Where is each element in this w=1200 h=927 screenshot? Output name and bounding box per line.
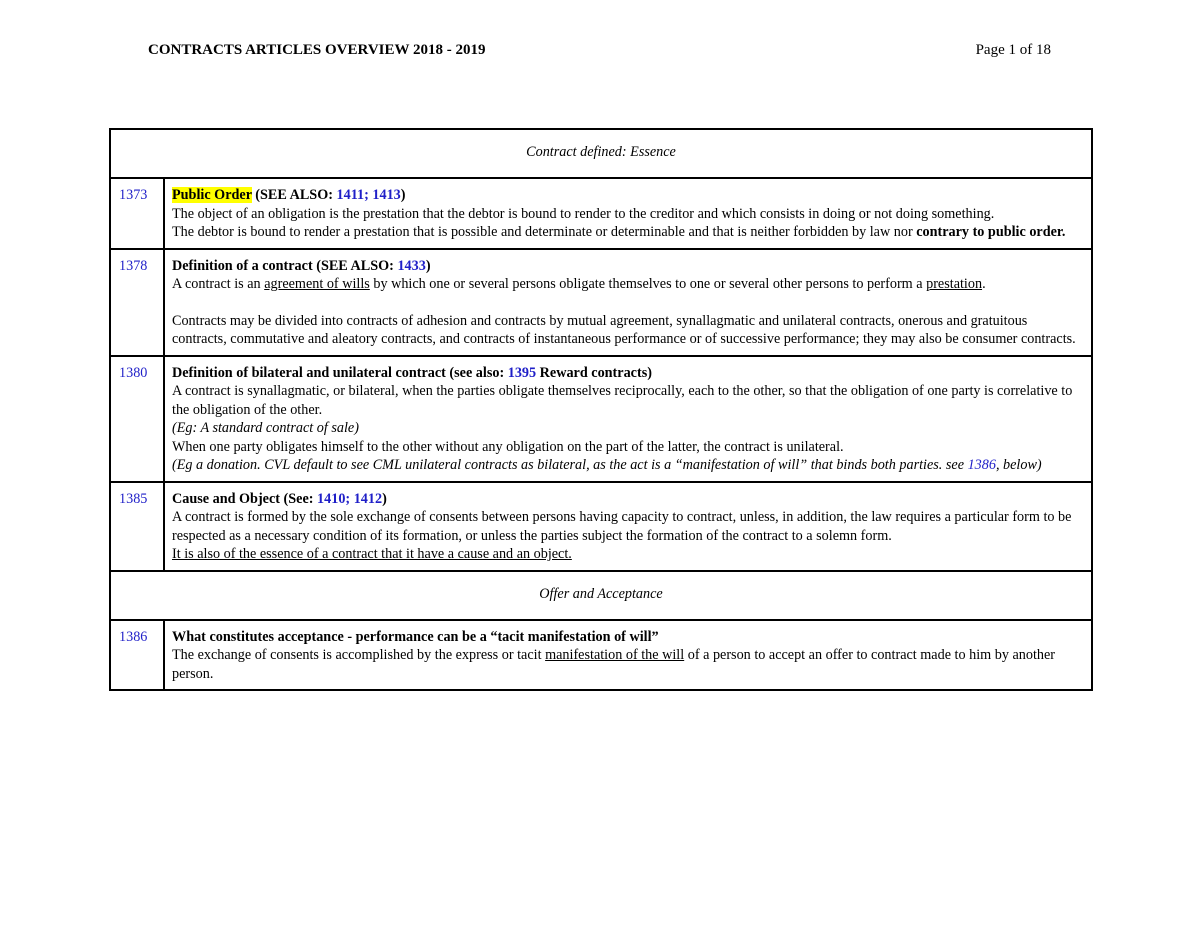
article-body: Cause and Object (See: 1410; 1412) A contract is formed by the sole exchange of consents between persons having capacity to contract, unless, in addition, the law requires a particular form to be respected as a necessary condition of its formation, or unless the parties subject the formation of the contract to a solemn form. It is also of the essence of a contract that it have a cause and an object. xyxy=(164,482,1092,571)
articles-table xyxy=(109,128,1093,691)
section-row-essence xyxy=(110,129,1092,178)
article-heading: What constitutes acceptance - performance can be a “tacit manifestation of will” xyxy=(172,628,659,645)
section-title: Contract defined: Essence xyxy=(110,129,1092,178)
article-body: Public Order (SEE ALSO: 1411; 1413) The object of an obligation is the prestation that the debtor is bound to render to the creditor and which consists in doing or not doing something. The debtor is bound to render a prestation that is possible and determinate or determinable and that is neither forbidden by law nor contrary to public order. xyxy=(164,178,1092,249)
article-text: Contracts may be divided into contracts of adhesion and contracts by mutual agreement, synallagmatic and unilateral contracts, onerous and gratuitous contracts, commutative and aleatory contracts, and contracts of instantaneous performance or of successive performance; they may also be consumer contracts. xyxy=(172,312,1076,347)
section-row-offer xyxy=(110,571,1092,620)
article-row-1385 xyxy=(110,482,1092,571)
article-text: The debtor is bound to render a prestation that is possible and determinate or determinable and that is neither forbidden by law nor xyxy=(172,224,917,240)
article-number-link[interactable]: 1378 xyxy=(110,249,164,356)
see-also-link[interactable]: 1412 xyxy=(353,490,383,507)
document-title: CONTRACTS ARTICLES OVERVIEW 2018 - 2019 xyxy=(148,42,486,58)
underlined-term: agreement of wills xyxy=(264,276,370,292)
article-row-1386 xyxy=(110,620,1092,691)
article-heading: Definition of a contract xyxy=(172,257,313,274)
article-heading: Cause and Object xyxy=(172,490,280,507)
page-header xyxy=(148,42,1051,59)
article-heading: Definition of bilateral and unilateral contract xyxy=(172,364,446,381)
see-also-link[interactable]: 1411 xyxy=(336,187,365,203)
article-number-link[interactable]: 1380 xyxy=(110,356,164,482)
article-number-link[interactable]: 1385 xyxy=(110,482,164,571)
section-title: Offer and Acceptance xyxy=(110,571,1092,620)
see-also-link[interactable]: 1413 xyxy=(372,187,401,203)
article-body: What constitutes acceptance - performance can be a “tacit manifestation of will” The exchange of consents is accomplished by the express or tacit manifestation of the will of a person to accept an offer to contract made to him by another person. xyxy=(164,620,1092,691)
note-text: (Eg a donation. CVL default to see CML unilateral contracts as bilateral, as the act is a “manifestation of will” that binds both parties. see xyxy=(172,457,968,473)
article-row-1373 xyxy=(110,178,1092,249)
article-row-1380 xyxy=(110,356,1092,482)
article-text: When one party obligates himself to the other without any obligation on the part of the latter, the contract is unilateral. xyxy=(172,438,844,455)
see-also-link[interactable]: 1395 xyxy=(507,364,537,381)
article-heading: Public Order xyxy=(172,187,252,203)
article-text: It is also of the essence of a contract that it have a cause and an object. xyxy=(172,546,572,562)
underlined-term: prestation xyxy=(926,276,983,292)
page-number: Page 1 of 18 xyxy=(975,42,1051,58)
article-number-link[interactable]: 1386 xyxy=(110,620,164,691)
underlined-term: manifestation of the will xyxy=(545,647,685,663)
article-text: A contract is synallagmatic, or bilateral, when the parties obligate themselves reciprocally, each to the other, so that the obligation of one party is correlative to the obligation of the other. xyxy=(172,383,1073,418)
see-also-link[interactable]: 1410 xyxy=(317,490,346,507)
article-body: Definition of bilateral and unilateral contract (see also: 1395 Reward contracts) A contract is synallagmatic, or bilateral, when the parties obligate themselves reciprocally, each to the other, so that the obligation of one party is correlative to the obligation of the other. (Eg: A standard contract of sale) When one party obligates himself to the other without any obligation on the part of the latter, the contract is unilateral. (Eg a donation. CVL default to see CML unilateral contracts as bilateral, as the act is a “manifestation of will” that binds both parties. see 1386, below) xyxy=(164,356,1092,482)
see-also-link[interactable]: 1433 xyxy=(397,257,426,274)
cross-reference-link[interactable]: 1386 xyxy=(967,457,996,473)
article-body: Definition of a contract (SEE ALSO: 1433) A contract is an agreement of wills by which one or several persons obligate themselves to one or several other persons to perform a prestation. Contracts may be divided into contracts of adhesion and contracts by mutual agreement, synallagmatic and unilateral contracts, onerous and gratuitous contracts, commutative and aleatory contracts, and contracts of instantaneous performance or of successive performance; they may also be consumer contracts. xyxy=(164,249,1092,356)
article-text: The object of an obligation is the prestation that the debtor is bound to render to the creditor and which consists in doing or not doing something. xyxy=(172,205,995,222)
article-text: A contract is formed by the sole exchange of consents between persons having capacity to contract, unless, in addition, the law requires a particular form to be respected as a necessary condition of its formation, or unless the parties subject the formation of the contract to a solemn form. xyxy=(172,509,1072,544)
note-text: (Eg: A standard contract of sale) xyxy=(172,420,359,436)
article-row-1378 xyxy=(110,249,1092,356)
article-number-link[interactable]: 1373 xyxy=(110,178,164,249)
